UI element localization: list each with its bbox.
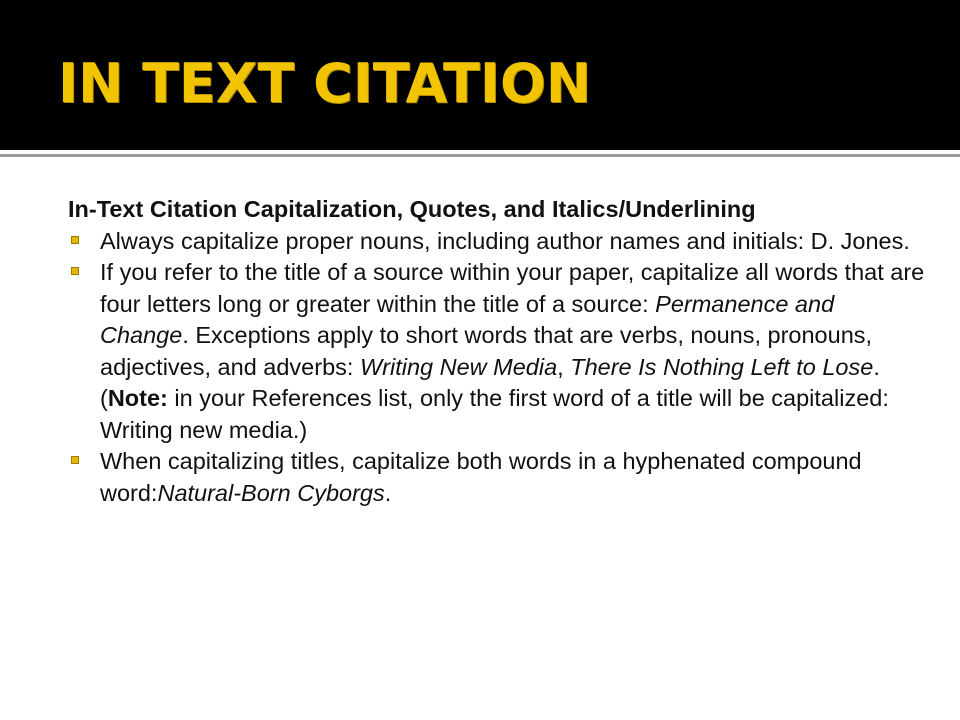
title-divider-gray [0,154,960,157]
bullet-text [100,228,910,254]
bullet-item [68,257,928,446]
square-bullet-icon [71,456,79,464]
bullet-item [68,446,928,509]
slide-content [68,194,928,509]
bullet-item [68,226,928,258]
text-segment: Permanence and Change [100,290,835,348]
text-segment: If you refer to the title of a source within your paper, capitalize all words that are four letters long or greater within the title of a source: [100,259,925,317]
text-segment: , [557,353,571,380]
text-segment: in your References list, only the first word of a title will be capitalized: Writing new media.) [100,385,889,443]
bullet-list [68,226,928,510]
text-segment: Natural-Born Cyborgs [157,479,385,506]
text-segment: Writing New Media [359,353,558,380]
content-heading: In-Text Citation Capitalization, Quotes, and Italics/Underlining [68,196,756,222]
square-bullet-icon [71,267,79,275]
square-bullet-icon [71,236,79,244]
text-segment: .( [100,353,880,411]
title-bar [0,0,960,150]
text-segment: There Is Nothing Left to Lose [570,353,874,380]
text-segment: Note: [107,385,168,411]
slide-title: IN TEXT CITATION [58,52,592,115]
text-segment: . [384,479,392,506]
bullet-text [100,259,924,443]
bullet-text [100,448,862,506]
text-segment: . Exceptions apply to short words that are verbs, nouns, pronouns, adjectives, and adverbs: [100,322,873,380]
text-segment: When capitalizing titles, capitalize both words in a hyphenated compound word: [100,448,862,506]
text-segment: Always capitalize proper nouns, including author names and initials: D. Jones. [100,227,910,254]
